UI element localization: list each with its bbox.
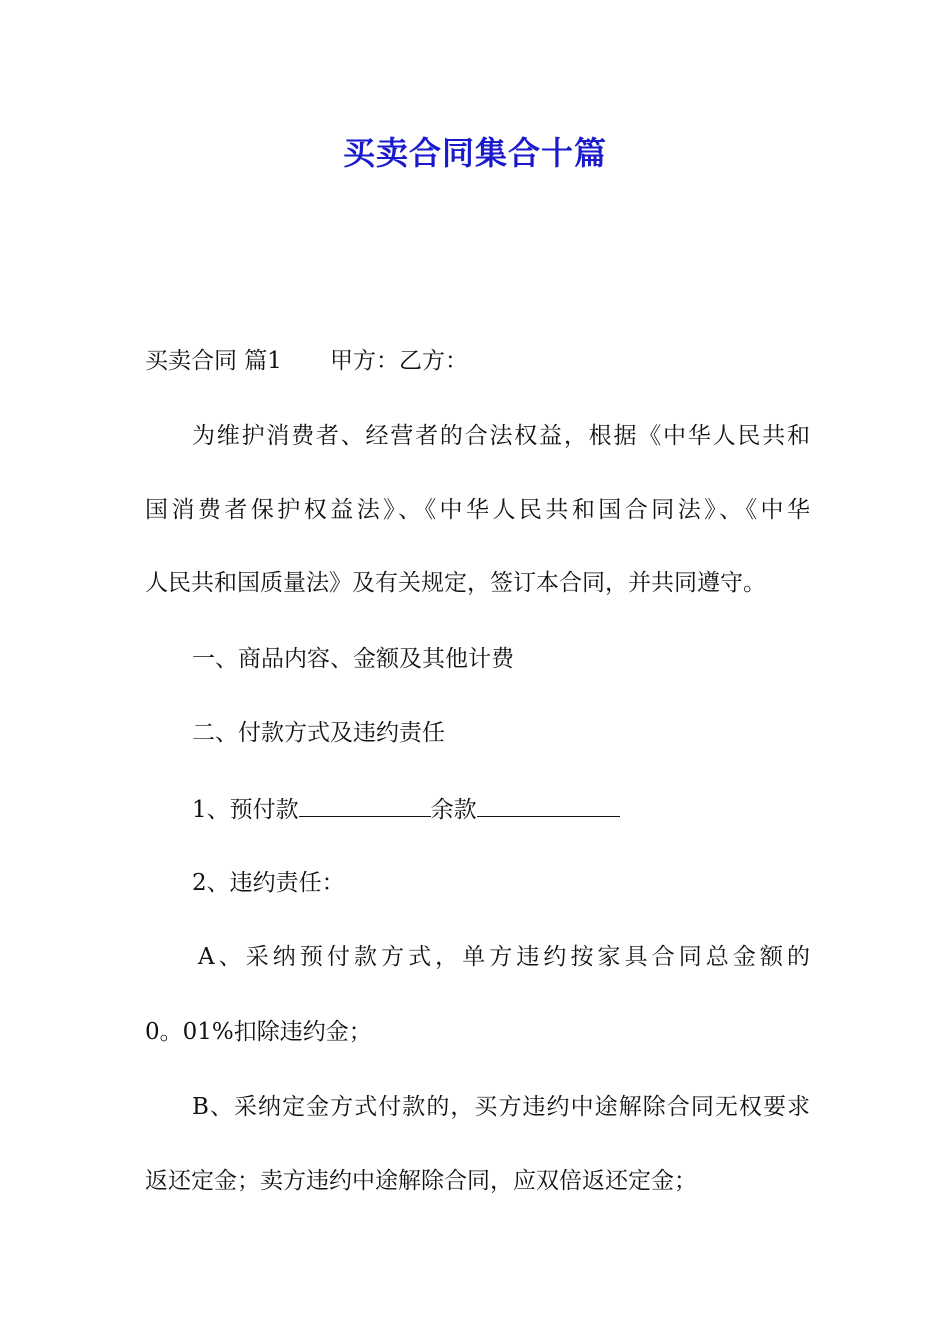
balance-blank bbox=[477, 794, 620, 817]
prepayment-label: 1、预付款 bbox=[192, 797, 299, 823]
paragraph-line: 国消费者保护权益法》、《中华人民共和国合同法》、《中华 bbox=[145, 497, 810, 523]
clause-line: 2、违约责任： bbox=[192, 870, 345, 896]
clause-line: B、采纳定金方式付款的，买方违约中途解除合同无权要求 bbox=[192, 1094, 810, 1120]
paragraph-line: 人民共和国质量法》及有关规定，签订本合同，并共同遵守。 bbox=[145, 570, 766, 596]
section-header-line bbox=[145, 346, 810, 376]
section-two-heading: 二、付款方式及违约责任 bbox=[192, 720, 445, 746]
prepayment-blank bbox=[299, 794, 431, 817]
clause-line: 0。01%扣除违约金； bbox=[145, 1019, 372, 1045]
clause-line: A、采纳预付款方式，单方违约按家具合同总金额的 bbox=[198, 944, 810, 970]
clause-line: 返还定金；卖方违约中途解除合同，应双倍返还定金； bbox=[145, 1168, 697, 1194]
payment-line bbox=[192, 794, 810, 825]
section-heading: 买卖合同 篇1 bbox=[145, 348, 282, 374]
paragraph-line: 为维护消费者、经营者的合法权益，根据《中华人民共和 bbox=[192, 423, 810, 449]
balance-label: 余款 bbox=[430, 797, 477, 823]
section-one-heading: 一、商品内容、金额及其他计费 bbox=[192, 646, 514, 672]
parties-label: 甲方：乙方： bbox=[329, 348, 468, 374]
document-title: 买卖合同集合十篇 bbox=[342, 134, 607, 172]
